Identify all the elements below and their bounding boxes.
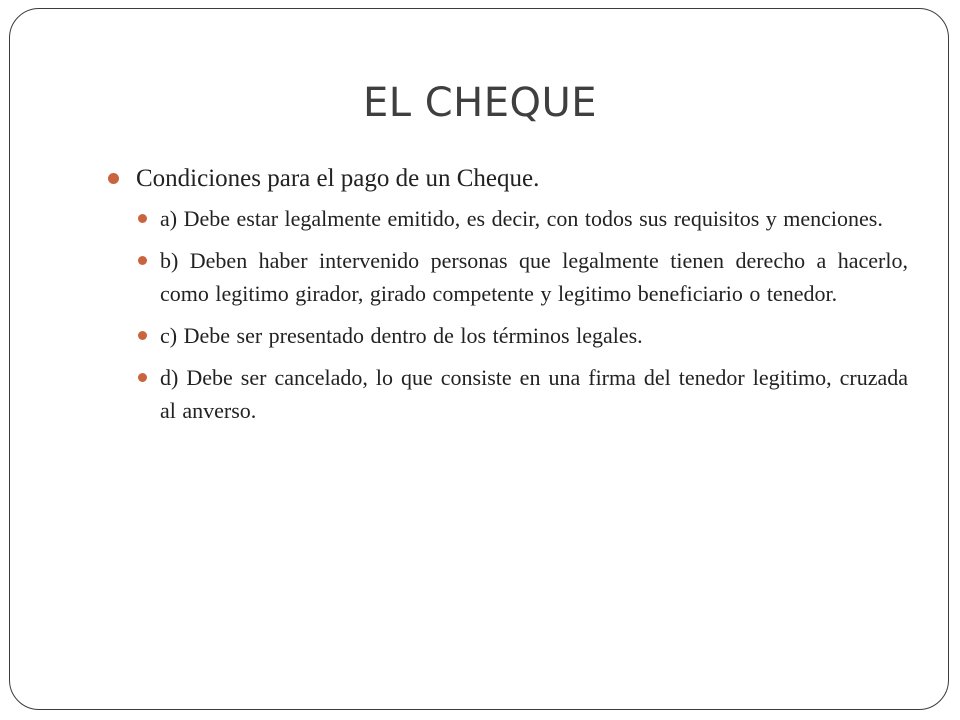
sub-bullet-text: b) Deben haber intervenido personas que legalmente tienen derecho a hacerlo, como legitimo girador, girado competente y legitimo beneficiario o tenedor. xyxy=(160,248,908,306)
sub-bullet-list xyxy=(108,202,908,427)
bullet-dot-icon xyxy=(138,256,147,265)
bullet-dot-icon xyxy=(138,331,147,340)
sub-bullet-d xyxy=(138,361,908,427)
bullet-dot-icon xyxy=(138,373,147,382)
sub-bullet-c xyxy=(138,319,908,352)
sub-bullet-text: d) Debe ser cancelado, lo que consiste en una firma del tenedor legitimo, cruzada al anverso. xyxy=(160,365,908,423)
bullet-dot-icon xyxy=(138,214,147,223)
bullet-dot-icon xyxy=(108,173,119,184)
sub-bullet-text: a) Debe estar legalmente emitido, es decir, con todos sus requisitos y menciones. xyxy=(160,206,883,231)
sub-bullet-b xyxy=(138,244,908,310)
slide-content xyxy=(108,160,908,436)
sub-bullet-text: c) Debe ser presentado dentro de los términos legales. xyxy=(160,323,643,348)
bullet-main-text: Condiciones para el pago de un Cheque. xyxy=(136,165,540,192)
bullet-main xyxy=(108,160,908,198)
sub-bullet-a xyxy=(138,202,908,235)
slide-title: EL CHEQUE xyxy=(362,80,598,126)
